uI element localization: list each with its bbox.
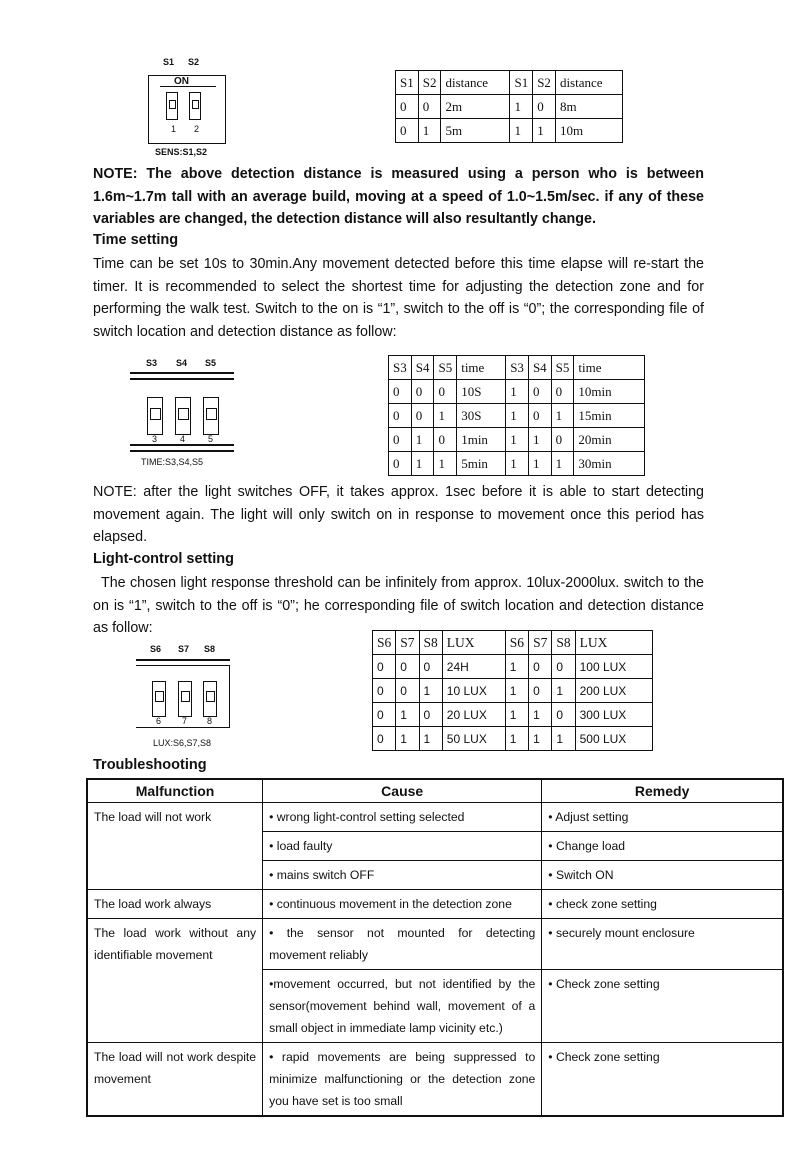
cause-cell: • wrong light-control setting selected [263, 803, 542, 832]
dip-switch [175, 397, 191, 435]
cell: 1 [528, 452, 551, 476]
dip-switch [203, 397, 219, 435]
cell: 1 [510, 95, 533, 119]
cell: 0 [373, 703, 396, 727]
table-row [373, 727, 653, 751]
cause-cell: •movement occurred, but not identified by the sensor(movement behind wall, movement of a small object in immediate lamp vicinity etc.) [263, 970, 542, 1043]
cell: 1 [529, 727, 552, 751]
header-cell: S3 [389, 356, 412, 380]
header-cell: S2 [533, 71, 556, 95]
header-cell: S7 [529, 631, 552, 655]
cell: 1 [506, 404, 529, 428]
cell: 1 [506, 428, 529, 452]
cell: 30S [457, 404, 506, 428]
header-cell: time [574, 356, 645, 380]
divider [130, 378, 234, 380]
time-table [388, 355, 645, 476]
header-cell: distance [555, 71, 622, 95]
table-header-row [87, 779, 783, 803]
remedy-cell: • Check zone setting [542, 1043, 783, 1117]
divider [130, 450, 234, 452]
lux-table [372, 630, 653, 751]
cell: 1 [506, 380, 529, 404]
cell: 0 [552, 703, 575, 727]
header-cell: LUX [575, 631, 652, 655]
switch-number: 7 [182, 716, 188, 726]
cell: 10S [457, 380, 506, 404]
table-row [389, 404, 645, 428]
header-cell: time [457, 356, 506, 380]
header-cell: S5 [551, 356, 574, 380]
diagram-caption: LUX:S6,S7,S8 [153, 738, 212, 748]
table-row [373, 655, 653, 679]
cell: 0 [396, 95, 419, 119]
cell: 1 [505, 703, 528, 727]
header-cell: Cause [263, 779, 542, 803]
cell: 0 [434, 380, 457, 404]
cell: 1 [419, 679, 442, 703]
cell: 0 [396, 679, 419, 703]
cell: 5min [457, 452, 506, 476]
dip-switch [166, 92, 178, 120]
cell: 0 [434, 428, 457, 452]
time-setting-text: Time can be set 10s to 30min.Any movement detected before this time elapse will re-start the timer. It is recommended to select the shortest time for adjusting the detection zone and for performing the walk test. Switch to the on is “1”, switch to the off is “0”; the corresponding file of switch location and detection distance as follow: [93, 256, 704, 340]
switch-number: 3 [152, 434, 158, 444]
switch-label: S8 [204, 644, 216, 654]
switch-label: S2 [188, 57, 200, 67]
cell: 1 [396, 727, 419, 751]
table-header-row [396, 71, 623, 95]
header-cell: S8 [552, 631, 575, 655]
header-cell: S8 [419, 631, 442, 655]
cell: 20 LUX [442, 703, 505, 727]
switch-number: 6 [156, 716, 162, 726]
cell: 10m [555, 119, 622, 143]
table-row [87, 890, 783, 919]
cell: 0 [418, 95, 441, 119]
malfunction-cell: The load will not work [87, 803, 263, 890]
diagram-caption: TIME:S3,S4,S5 [141, 457, 204, 467]
header-cell: LUX [442, 631, 505, 655]
troubleshooting-table [86, 778, 784, 1117]
cell: 0 [528, 404, 551, 428]
header-cell: S6 [373, 631, 396, 655]
time-setting-heading: Time setting [93, 232, 179, 248]
cell: 0 [389, 404, 412, 428]
detection-note: NOTE: The above detection distance is measured using a person who is between 1.6m~1.7m tall with an average build, moving at a speed of 1.0~1.5m/sec. if any of these variables are changed, the detection distance will also resultantly change. [93, 166, 704, 227]
cell: 0 [396, 119, 419, 143]
cell: 8m [555, 95, 622, 119]
cell: 24H [442, 655, 505, 679]
cause-cell: • the sensor not mounted for detecting movement reliably [263, 919, 542, 970]
cell: 2m [441, 95, 510, 119]
cause-cell: • continuous movement in the detection zone [263, 890, 542, 919]
remedy-cell: • Switch ON [542, 861, 783, 890]
dip-switch [203, 681, 217, 717]
dip-switch [152, 681, 166, 717]
header-cell: S4 [411, 356, 434, 380]
dip-switch [189, 92, 201, 120]
table-row [396, 119, 623, 143]
light-off-note: NOTE: after the light switches OFF, it takes approx. 1sec before it is able to start detecting movement again. The light will only switch on in response to movement once this period has elapsed. [93, 484, 704, 545]
switch-number: 1 [171, 124, 177, 134]
cell: 20min [574, 428, 645, 452]
remedy-cell: • securely mount enclosure [542, 919, 783, 970]
divider [130, 444, 234, 446]
cell: 0 [419, 655, 442, 679]
cell: 1 [434, 404, 457, 428]
cell: 1 [528, 428, 551, 452]
cell: 300 LUX [575, 703, 652, 727]
header-cell: S1 [510, 71, 533, 95]
cell: 1 [419, 727, 442, 751]
cell: 0 [529, 655, 552, 679]
cell: 1 [529, 703, 552, 727]
switch-label: S6 [150, 644, 162, 654]
divider [136, 659, 230, 661]
malfunction-cell: The load work without any identifiable movement [87, 919, 263, 1043]
switch-label: S3 [146, 358, 158, 368]
malfunction-cell: The load will not work despite movement [87, 1043, 263, 1117]
cell: 0 [411, 404, 434, 428]
divider [160, 86, 216, 87]
cell: 200 LUX [575, 679, 652, 703]
switch-number: 4 [180, 434, 186, 444]
cell: 1 [418, 119, 441, 143]
divider [130, 372, 234, 374]
header-cell: S6 [505, 631, 528, 655]
table-row [389, 380, 645, 404]
header-cell: S2 [418, 71, 441, 95]
table-header-row [373, 631, 653, 655]
cell: 0 [373, 679, 396, 703]
cell: 0 [551, 428, 574, 452]
table-row [87, 919, 783, 970]
on-label: ON [174, 76, 189, 87]
cell: 100 LUX [575, 655, 652, 679]
table-row [389, 428, 645, 452]
cell: 10min [574, 380, 645, 404]
light-control-heading: Light-control setting [93, 551, 234, 567]
remedy-cell: • check zone setting [542, 890, 783, 919]
cell: 1 [396, 703, 419, 727]
cell: 1min [457, 428, 506, 452]
cell: 0 [411, 380, 434, 404]
header-cell: distance [441, 71, 510, 95]
remedy-cell: • Change load [542, 832, 783, 861]
cell: 1 [411, 452, 434, 476]
table-row [389, 452, 645, 476]
cell: 500 LUX [575, 727, 652, 751]
cell: 1 [551, 452, 574, 476]
switch-label: S7 [178, 644, 190, 654]
cell: 0 [419, 703, 442, 727]
switch-number: 5 [208, 434, 214, 444]
header-cell: S5 [434, 356, 457, 380]
table-row [396, 95, 623, 119]
switch-label: S5 [205, 358, 217, 368]
cell: 15min [574, 404, 645, 428]
cause-cell: • load faulty [263, 832, 542, 861]
cell: 0 [389, 428, 412, 452]
switch-label: S1 [163, 57, 175, 67]
cell: 50 LUX [442, 727, 505, 751]
troubleshooting-heading: Troubleshooting [93, 757, 207, 773]
cell: 1 [533, 119, 556, 143]
cell: 1 [505, 679, 528, 703]
cell: 10 LUX [442, 679, 505, 703]
cell: 1 [505, 655, 528, 679]
table-row [373, 679, 653, 703]
cell: 1 [506, 452, 529, 476]
cell: 1 [510, 119, 533, 143]
table-row [87, 803, 783, 832]
header-cell: S1 [396, 71, 419, 95]
header-cell: S3 [506, 356, 529, 380]
cause-cell: • mains switch OFF [263, 861, 542, 890]
cell: 0 [533, 95, 556, 119]
header-cell: S4 [528, 356, 551, 380]
cell: 1 [552, 727, 575, 751]
header-cell: Malfunction [87, 779, 263, 803]
cell: 0 [529, 679, 552, 703]
header-cell: S7 [396, 631, 419, 655]
switch-number: 2 [194, 124, 200, 134]
cell: 1 [551, 404, 574, 428]
sens-table [395, 70, 623, 143]
cell: 30min [574, 452, 645, 476]
cell: 1 [411, 428, 434, 452]
cell: 0 [552, 655, 575, 679]
diagram-caption: SENS:S1,S2 [155, 147, 208, 157]
cell: 5m [441, 119, 510, 143]
dip-switch [147, 397, 163, 435]
cell: 1 [505, 727, 528, 751]
table-header-row [389, 356, 645, 380]
dip-switch [178, 681, 192, 717]
cell: 1 [434, 452, 457, 476]
cell: 0 [396, 655, 419, 679]
switch-number: 8 [207, 716, 213, 726]
cell: 1 [552, 679, 575, 703]
table-row [87, 1043, 783, 1117]
cell: 0 [389, 452, 412, 476]
table-row [373, 703, 653, 727]
cell: 0 [551, 380, 574, 404]
cell: 0 [373, 655, 396, 679]
header-cell: Remedy [542, 779, 783, 803]
cause-cell: • rapid movements are being suppressed to minimize malfunctioning or the detection zone you have set is too small [263, 1043, 542, 1117]
malfunction-cell: The load work always [87, 890, 263, 919]
cell: 0 [528, 380, 551, 404]
light-control-text: The chosen light response threshold can be infinitely from approx. 10lux-2000lux. switch to the on is “1”, switch to the off is “0”; he corresponding file of switch location and detection distance as follow: [93, 575, 704, 636]
cell: 0 [389, 380, 412, 404]
switch-label: S4 [176, 358, 188, 368]
remedy-cell: • Adjust setting [542, 803, 783, 832]
cell: 0 [373, 727, 396, 751]
remedy-cell: • Check zone setting [542, 970, 783, 1043]
